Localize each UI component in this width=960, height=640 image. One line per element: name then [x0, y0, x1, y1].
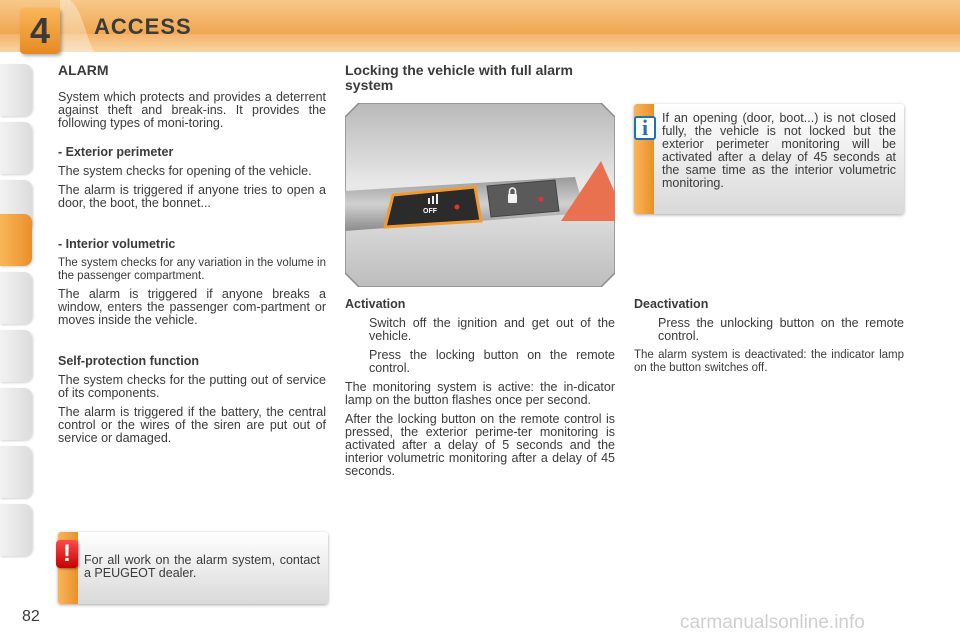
exterior-text-1: The system checks for opening of the vehicle.: [58, 164, 312, 178]
alarm-button-photo: [345, 103, 615, 287]
chapter-badge: [20, 8, 60, 54]
warning-box-text: For all work on the alarm system, contact a PEUGEOT dealer.: [84, 553, 320, 580]
warning-icon: !: [56, 540, 78, 568]
self-protection-text-1: The system checks for the putting out of service of its components.: [58, 373, 326, 400]
activation-bullet-1-text: Switch off the ignition and get out of the vehicle.: [369, 316, 615, 343]
self-protection-text-2: The alarm is triggered if the battery, the central control or the wires of the siren are put out of service or damaged.: [58, 405, 326, 445]
chapter-tab-7[interactable]: [0, 388, 32, 440]
deactivation-bullet: [634, 317, 904, 343]
info-box-text: If an opening (door, boot...) is not closed fully, the vehicle is not locked but the exterior perimeter monitoring will be activated after a delay of 45 seconds at the same time as the interior volumetric monitoring.: [662, 111, 896, 190]
self-protection-heading: Self-protection function: [58, 354, 199, 368]
chapter-tab-2[interactable]: [0, 122, 32, 174]
deactivation-heading: Deactivation: [634, 297, 709, 311]
activation-bullet-2-text: Press the locking button on the remote control.: [369, 348, 615, 375]
chapter-tab-8[interactable]: [0, 446, 32, 498]
exterior-heading: - Exterior perimeter: [58, 145, 174, 159]
activation-text-1: The monitoring system is active: the in-dicator lamp on the button flashes once per second.: [345, 380, 615, 407]
left-column: [58, 64, 326, 451]
interior-heading: - Interior volumetric: [58, 237, 176, 251]
deactivation-section: [634, 298, 904, 380]
page-title: ACCESS: [94, 14, 192, 39]
chapter-tab-9[interactable]: [0, 504, 32, 556]
info-icon: i: [634, 116, 656, 140]
locking-heading: Locking the vehicle with full alarm system: [345, 62, 573, 93]
chapter-tab-6[interactable]: [0, 330, 32, 382]
activation-heading: Activation: [345, 297, 406, 311]
activation-section: [345, 298, 615, 484]
deactivation-text: The alarm system is deactivated: the indicator lamp on the button switches off.: [634, 349, 904, 374]
off-label: OFF: [423, 208, 437, 215]
activation-bullet-2: [345, 349, 615, 375]
header-curve: [60, 0, 94, 52]
interior-text-2: The alarm is triggered if anyone breaks a window, enters the passenger com-partment or moves inside the vehicle.: [58, 287, 326, 327]
chapter-tab-5[interactable]: [0, 272, 32, 324]
chapter-tab-1[interactable]: [0, 64, 32, 116]
alarm-intro: System which protects and provides a deterrent against theft and break-ins. It provides the following types of moni-toring.: [58, 90, 326, 130]
chapter-tab-4-active[interactable]: [0, 214, 32, 266]
info-box: [634, 104, 904, 214]
deactivation-bullet-text: Press the unlocking button on the remote control.: [658, 316, 904, 343]
page-number: 82: [22, 608, 40, 625]
warning-box: [58, 532, 328, 604]
interior-text-1: The system checks for any variation in the volume in the passenger compartment.: [58, 257, 326, 282]
activation-bullet-1: [345, 317, 615, 343]
activation-text-2: After the locking button on the remote control is pressed, the exterior perime-ter monitoring is activated after a delay of 5 seconds and the interior volumetric monitoring after a delay of 45 seconds.: [345, 412, 615, 478]
chapter-tabs: [0, 64, 34, 576]
watermark: carmanualsonline.info: [680, 612, 865, 633]
alarm-heading: ALARM: [58, 62, 109, 78]
chapter-number: 4: [29, 10, 51, 51]
exterior-text-2: The alarm is triggered if anyone tries to open a door, the boot, the bonnet...: [58, 183, 326, 210]
